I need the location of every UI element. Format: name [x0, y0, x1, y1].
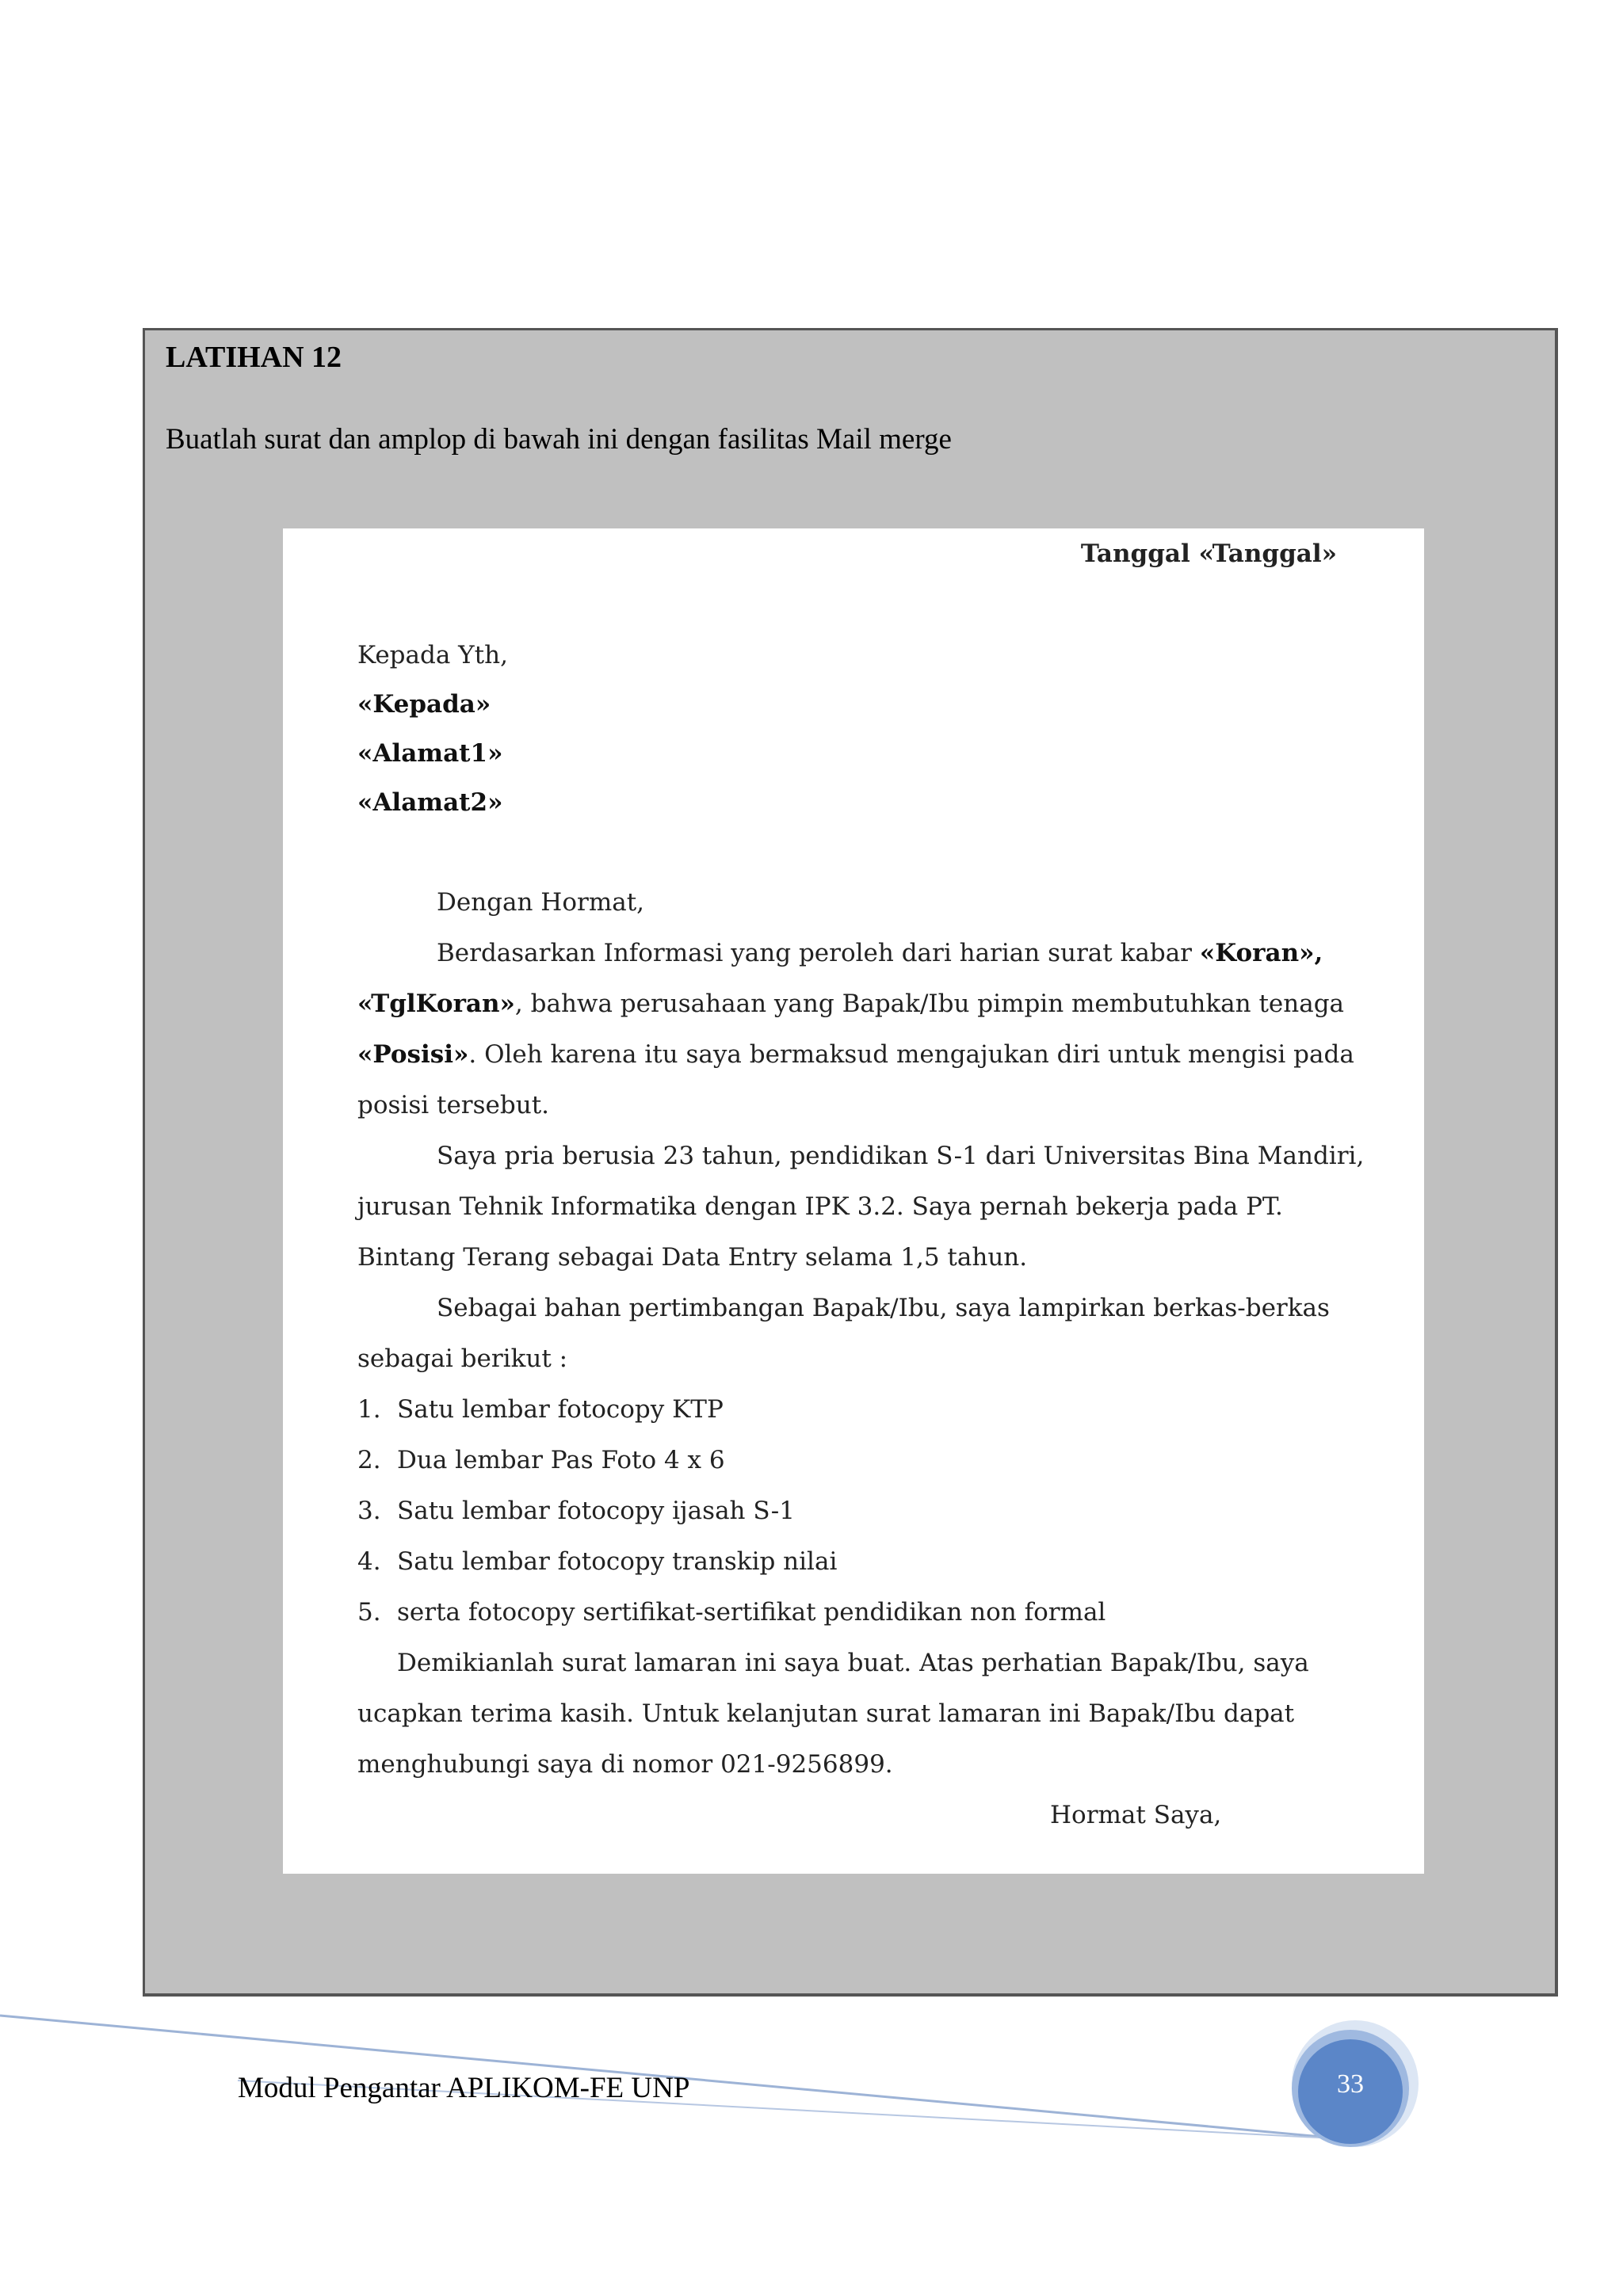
field-tglkoran: «TglKoran» [357, 990, 515, 1018]
p1-line1 [437, 939, 1337, 967]
date-field: «Tanggal» [1198, 540, 1337, 568]
p2-line1-text: Saya pria berusia 23 tahun, pendidikan S-1 dari Universitas Bina Mandiri, [437, 1142, 1365, 1170]
list-item-number: 4. [357, 1547, 381, 1576]
list-item-text: Satu lembar fotocopy ijasah S-1 [397, 1497, 795, 1525]
p1-line2-text: , bahwa perusahaan yang Bapak/Ibu pimpin membutuhkan tenaga [514, 990, 1345, 1018]
letter-date [1081, 540, 1337, 568]
greeting: Dengan Hormat, [437, 888, 645, 917]
exercise-instruction: Buatlah surat dan amplop di bawah ini dengan fasilitas Mail merge [166, 423, 952, 456]
p2-line2-text: jurusan Tehnik Informatika dengan IPK 3.2. Saya pernah bekerja pada PT. [357, 1192, 1283, 1221]
list-item-number: 1. [357, 1395, 381, 1424]
list-item-text: serta fotocopy sertifikat-sertifikat pendidikan non formal [397, 1598, 1106, 1627]
list-item-text: Satu lembar fotocopy KTP [397, 1395, 724, 1424]
field-alamat1: «Alamat1» [357, 739, 503, 768]
list-item-number: 3. [357, 1497, 381, 1525]
p4-line1-text: Demikianlah surat lamaran ini saya buat. Atas perhatian Bapak/Ibu, saya [397, 1649, 1309, 1677]
p4-line3: menghubungi saya di nomor 021-9256899. [357, 1750, 893, 1779]
salutation-to: Kepada Yth, [357, 641, 508, 669]
closing: Hormat Saya, [1050, 1801, 1222, 1829]
list-item-number: 5. [357, 1598, 381, 1627]
letter-image [283, 528, 1424, 1874]
module-title: Modul Pengantar APLIKOM-FE UNP [238, 2072, 690, 2104]
p4-line2-text: ucapkan terima kasih. Untuk kelanjutan surat lamaran ini Bapak/Ibu dapat [357, 1699, 1295, 1728]
p4-line1 [397, 1649, 1337, 1677]
list-item-text: Satu lembar fotocopy transkip nilai [397, 1547, 838, 1576]
p1-line3-text: . Oleh karena itu saya bermaksud mengajukan diri untuk mengisi pada [468, 1040, 1354, 1069]
list-item-number: 2. [357, 1446, 381, 1474]
p1-line2 [357, 990, 1345, 1018]
exercise-box [143, 328, 1558, 1997]
exercise-title: LATIHAN 12 [166, 341, 342, 374]
p2-line2 [357, 1192, 1337, 1221]
p1-line1-text: Berdasarkan Informasi yang peroleh dari harian surat kabar [437, 939, 1192, 967]
page-number: 33 [1337, 2069, 1364, 2099]
date-label: Tanggal [1080, 540, 1190, 568]
field-alamat2: «Alamat2» [357, 788, 503, 817]
p3-line2: sebagai berikut : [357, 1344, 568, 1373]
p1-line4: posisi tersebut. [357, 1091, 550, 1119]
field-posisi: «Posisi» [357, 1040, 469, 1069]
list-item-text: Dua lembar Pas Foto 4 x 6 [397, 1446, 725, 1474]
p1-line3 [357, 1040, 1354, 1069]
field-kepada: «Kepada» [357, 690, 491, 719]
p2-line3: Bintang Terang sebagai Data Entry selama 1,5 tahun. [357, 1243, 1028, 1272]
p3-line1-text: Sebagai bahan pertimbangan Bapak/Ibu, saya lampirkan berkas-berkas [437, 1294, 1330, 1322]
field-koran: «Koran», [1199, 939, 1323, 967]
p2-line1 [437, 1142, 1365, 1170]
p3-line1 [437, 1294, 1337, 1322]
p4-line2 [357, 1699, 1337, 1728]
